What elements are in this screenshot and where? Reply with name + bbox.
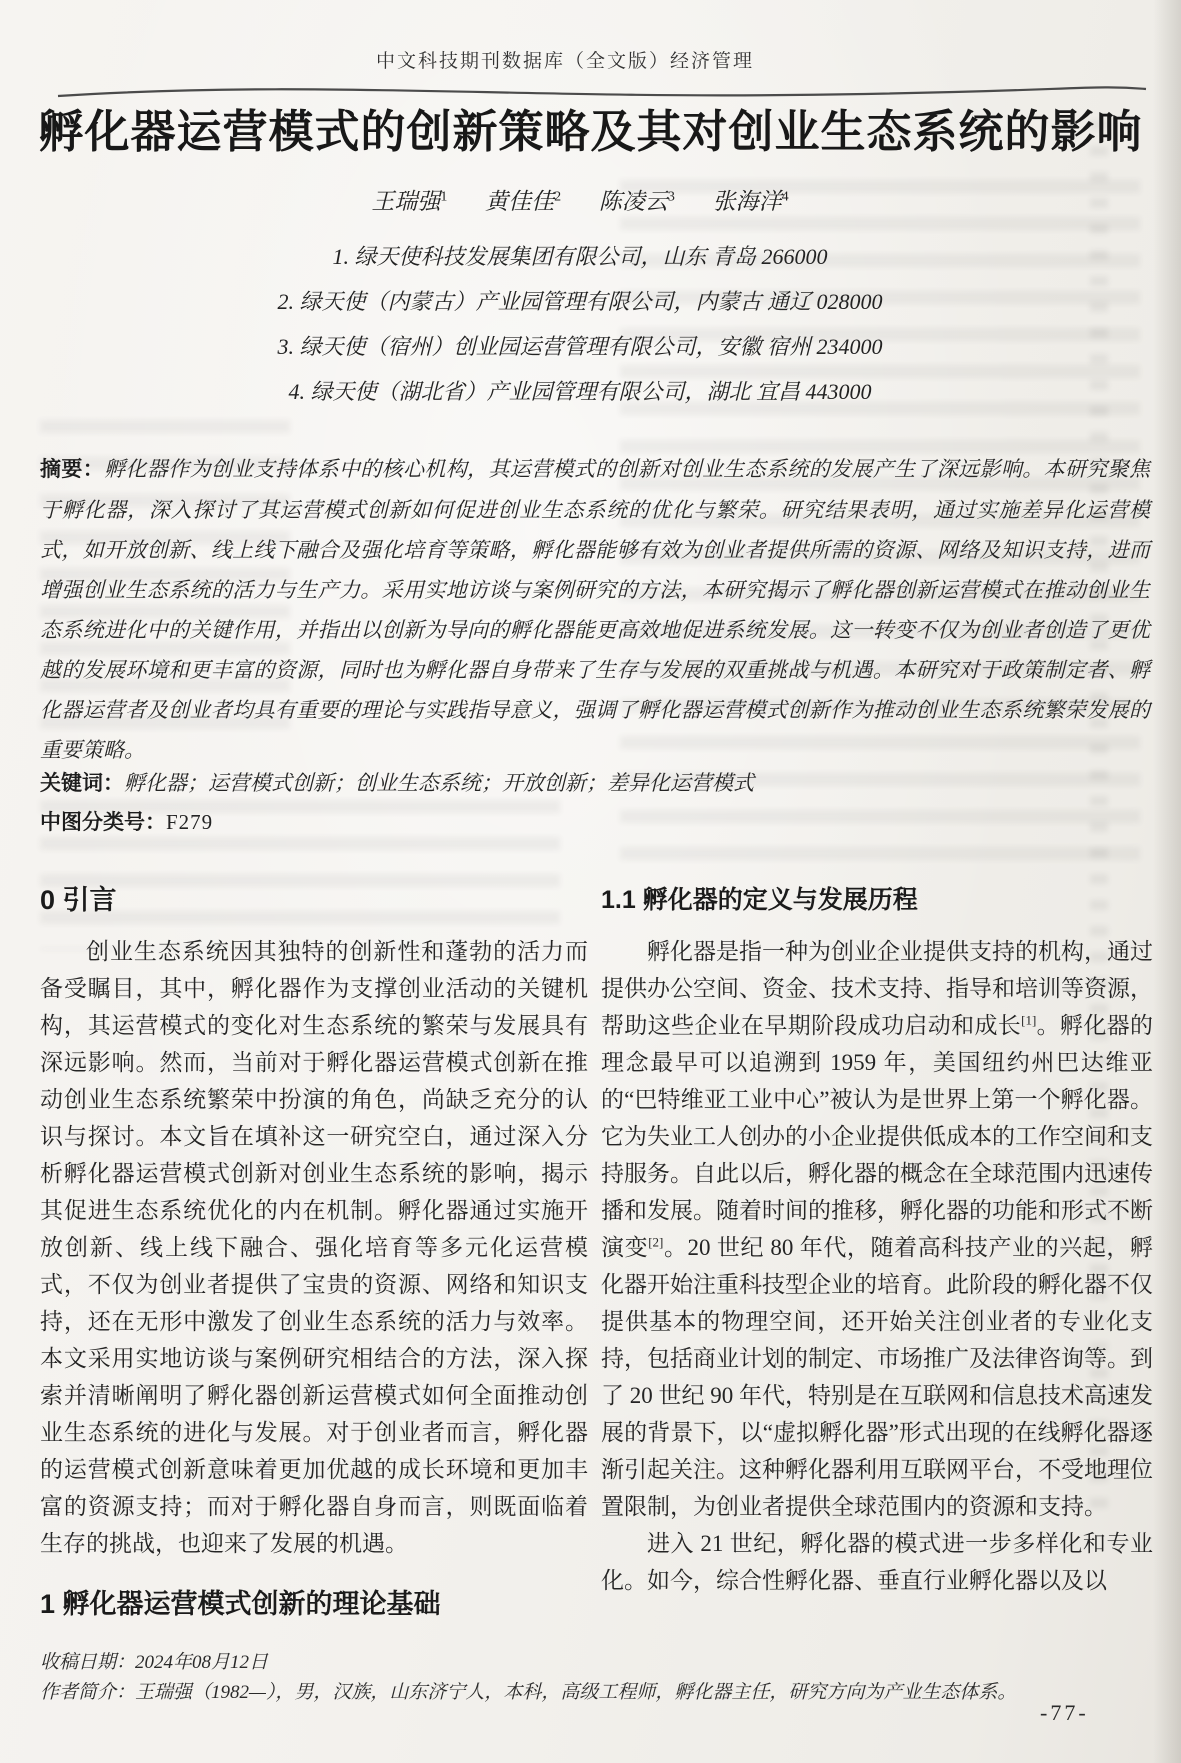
author-name: 黄佳佳 bbox=[485, 189, 555, 214]
paragraph-text: 。孵化器的理念最早可以追溯到 1959 年，美国纽约州巴达维亚的“巴特维亚工业中心”被认为是世界上第一个孵化器。它为失业工人创办的小企业提供低成本的工作空间和支持服务。自此以后，孵化器的概念在全球范围内迅速传播和发展。随着时间的推移，孵化器的功能和形式不断演变 bbox=[601, 1013, 1154, 1260]
author-name: 王瑞强 bbox=[371, 189, 441, 214]
evolution-paragraph: 进入 21 世纪，孵化器的模式进一步多样化和专业化。如今，综合性孵化器、垂直行业孵化器以及以 bbox=[601, 1531, 1153, 1593]
author bbox=[713, 189, 789, 214]
affiliation-line: 3. 绿天使（宿州）创业园运营管理有限公司，安徽 宿州 234000 bbox=[277, 334, 883, 359]
keywords-text: 孵化器；运营模式创新；创业生态系统；开放创新；差异化运营模式 bbox=[124, 771, 754, 795]
abstract-block bbox=[40, 449, 1150, 770]
right-column bbox=[601, 884, 1153, 1599]
affiliation-line: 4. 绿天使（湖北省）产业园管理有限公司，湖北 宜昌 443000 bbox=[288, 379, 872, 404]
affiliation-list bbox=[0, 234, 1160, 414]
author-superscript: 1 bbox=[440, 189, 448, 205]
author-bio: 作者简介：王瑞强（1982—），男，汉族，山东济宁人，本科，高级工程师，孵化器主任，研究方向为产业生态体系。 bbox=[40, 1682, 1017, 1703]
clc-label: 中图分类号： bbox=[40, 811, 166, 834]
abstract-label: 摘要： bbox=[40, 458, 105, 481]
author-line bbox=[0, 183, 1160, 216]
journal-header: 中文科技期刊数据库（全文版）经济管理 bbox=[375, 51, 754, 72]
author-superscript: 2 bbox=[554, 189, 562, 205]
author-superscript: 4 bbox=[781, 189, 789, 205]
paper-title: 孵化器运营模式的创新策略及其对创业生态系统的影响 bbox=[38, 106, 1143, 157]
received-date: 收稿日期：2024年08月12日 bbox=[40, 1652, 269, 1673]
clc-value: F279 bbox=[166, 810, 214, 834]
affiliation-line: 1. 绿天使科技发展集团有限公司，山东 青岛 266000 bbox=[332, 244, 828, 269]
author-name: 张海洋 bbox=[712, 189, 782, 214]
definition-paragraph bbox=[601, 933, 1153, 1525]
section-heading-theory: 1 孵化器运营模式创新的理论基础 bbox=[40, 1589, 441, 1619]
left-column bbox=[40, 884, 588, 1637]
author bbox=[371, 189, 447, 214]
section-heading-definition: 1.1 孵化器的定义与发展历程 bbox=[601, 886, 918, 914]
reference-marker-2: [2] bbox=[648, 1234, 664, 1250]
page-number: -77- bbox=[1040, 1700, 1089, 1725]
author bbox=[599, 189, 675, 214]
author-name: 陈凌云 bbox=[598, 189, 668, 214]
affiliation-line: 2. 绿天使（内蒙古）产业园管理有限公司，内蒙古 通辽 028000 bbox=[277, 289, 883, 314]
footnote-block bbox=[40, 1648, 1165, 1708]
clc-line bbox=[40, 804, 1150, 841]
author bbox=[485, 189, 561, 214]
keywords-line bbox=[40, 765, 1150, 802]
author-superscript: 3 bbox=[667, 189, 675, 205]
keywords-label: 关键词： bbox=[40, 772, 124, 795]
reference-marker-1: [1] bbox=[1021, 1012, 1037, 1028]
paragraph-text: 孵化器是指一种为创业企业提供支持的机构，通过提供办公空间、资金、技术支持、指导和培训等资源，帮助这些企业在早期阶段成功启动和成长 bbox=[601, 939, 1153, 1038]
section-heading-introduction: 0 引言 bbox=[40, 885, 117, 915]
introduction-paragraph: 创业生态系统因其独特的创新性和蓬勃的活力而备受瞩目，其中，孵化器作为支撑创业活动的关键机构，其运营模式的变化对生态系统的繁荣与发展具有深远影响。然而，当前对于孵化器运营模式创新在推动创业生态系统繁荣中扮演的角色，尚缺乏充分的认识与探讨。本文旨在填补这一研究空白，通过深入分析孵化器运营模式创新对创业生态系统的影响，揭示其促进生态系统优化的内在机制。孵化器通过实施开放创新、线上线下融合、强化培育等多元化运营模式，不仅为创业者提供了宝贵的资源、网络和知识支持，还在无形中激发了创业生态系统的活力与效率。本文采用实地访谈与案例研究相结合的方法，深入探索并清晰阐明了孵化器创新运营模式如何全面推动创业生态系统的进化与发展。对于创业者而言，孵化器的运营模式创新意味着更加优越的成长环境和更加丰富的资源支持；而对于孵化器自身而言，则既面临着生存的挑战，也迎来了发展的机遇。 bbox=[40, 939, 588, 1556]
abstract-text: 孵化器作为创业支持体系中的核心机构，其运营模式的创新对创业生态系统的发展产生了深远影响。本研究聚焦于孵化器，深入探讨了其运营模式创新如何促进创业生态系统的优化与繁荣。研究结果表明，通过实施差异化运营模式，如开放创新、线上线下融合及强化培育等策略，孵化器能够有效为创业者提供所需的资源、网络及知识支持，进而增强创业生态系统的活力与生产力。采用实地访谈与案例研究的方法，本研究揭示了孵化器创新运营模式在推动创业生态系统进化中的关键作用，并指出以创新为导向的孵化器能更高效地促进系统发展。这一转变不仅为创业者创造了更优越的发展环境和更丰富的资源，同时也为孵化器自身带来了生存与发展的双重挑战与机遇。本研究对于政策制定者、孵化器运营者及创业者均具有重要的理论与实践指导意义，强调了孵化器运营模式创新作为推动创业生态系统繁荣发展的重要策略。 bbox=[40, 457, 1150, 762]
paragraph-text: 。20 世纪 80 年代，随着高科技产业的兴起，孵化器开始注重科技型企业的培育。此阶段的孵化器不仅提供基本的物理空间，还开始关注创业者的专业化支持，包括商业计划的制定、市场推广及法律咨询等。到了 20 世纪 90 年代，特别是在互联网和信息技术高速发展的背景下，以“虚拟孵化器”形式出现的在线孵化器逐渐引起关注。这种孵化器利用互联网平台，不受地理位置限制，为创业者提供全球范围内的资源和支持。 bbox=[601, 1235, 1154, 1519]
